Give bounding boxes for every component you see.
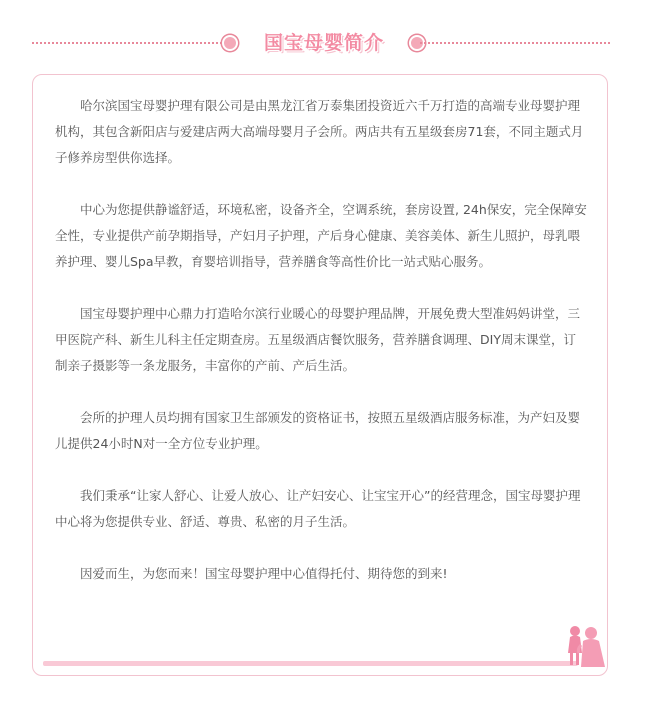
dotted-line-right [420,42,610,44]
dotted-line-left [32,42,222,44]
bead-ornament-icon [222,35,238,51]
section-header [0,28,651,58]
mother-child-icon [561,623,607,669]
paragraph: 中心为您提供静谧舒适，环境私密，设备齐全，空调系统，套房设置, 24h保安，完全保障安全性，专业提供产前孕期指导，产妇月子护理，产后身心健康、美容美体、新生儿照护，母乳喂养护理、婴儿Spa早教，育婴培训指导，营养膳食等高性价比一站式贴心服务。 [55,202,587,269]
paragraph: 会所的护理人员均拥有国家卫生部颁发的资格证书，按照五星级酒店服务标准，为产妇及婴儿提供24小时N对一全方位专业护理。 [55,410,581,451]
section-title: 国宝母婴简介 [263,32,384,54]
decorative-bar [43,661,578,666]
paragraph: 我们秉承“让家人舒心、让爱人放心、让产妇安心、让宝宝开心”的经营理念，国宝母婴护理中心将为您提供专业、舒适、尊贵、私密的月子生活。 [55,488,581,529]
paragraph: 国宝母婴护理中心鼎力打造哈尔滨行业暖心的母婴护理品牌，开展免费大型准妈妈讲堂，三甲医院产科、新生儿科主任定期查房。五星级酒店餐饮服务，营养膳食调理、DIY周末课堂，订制亲子摄影等一条龙服务，丰富你的产前、产后生活。 [55,306,581,373]
paragraph: 哈尔滨国宝母婴护理有限公司是由黑龙江省万泰集团投资近六千万打造的高端专业母婴护理机构，其包含新阳店与爱建店两大高端母婴月子会所。两店共有五星级套房71套，不同主题式月子修养房型供你选择。 [55,98,584,165]
intro-text [55,93,587,587]
paragraph: 因爱而生，为您而来！国宝母婴护理中心值得托付、期待您的到来! [80,566,448,581]
intro-card [32,74,608,676]
